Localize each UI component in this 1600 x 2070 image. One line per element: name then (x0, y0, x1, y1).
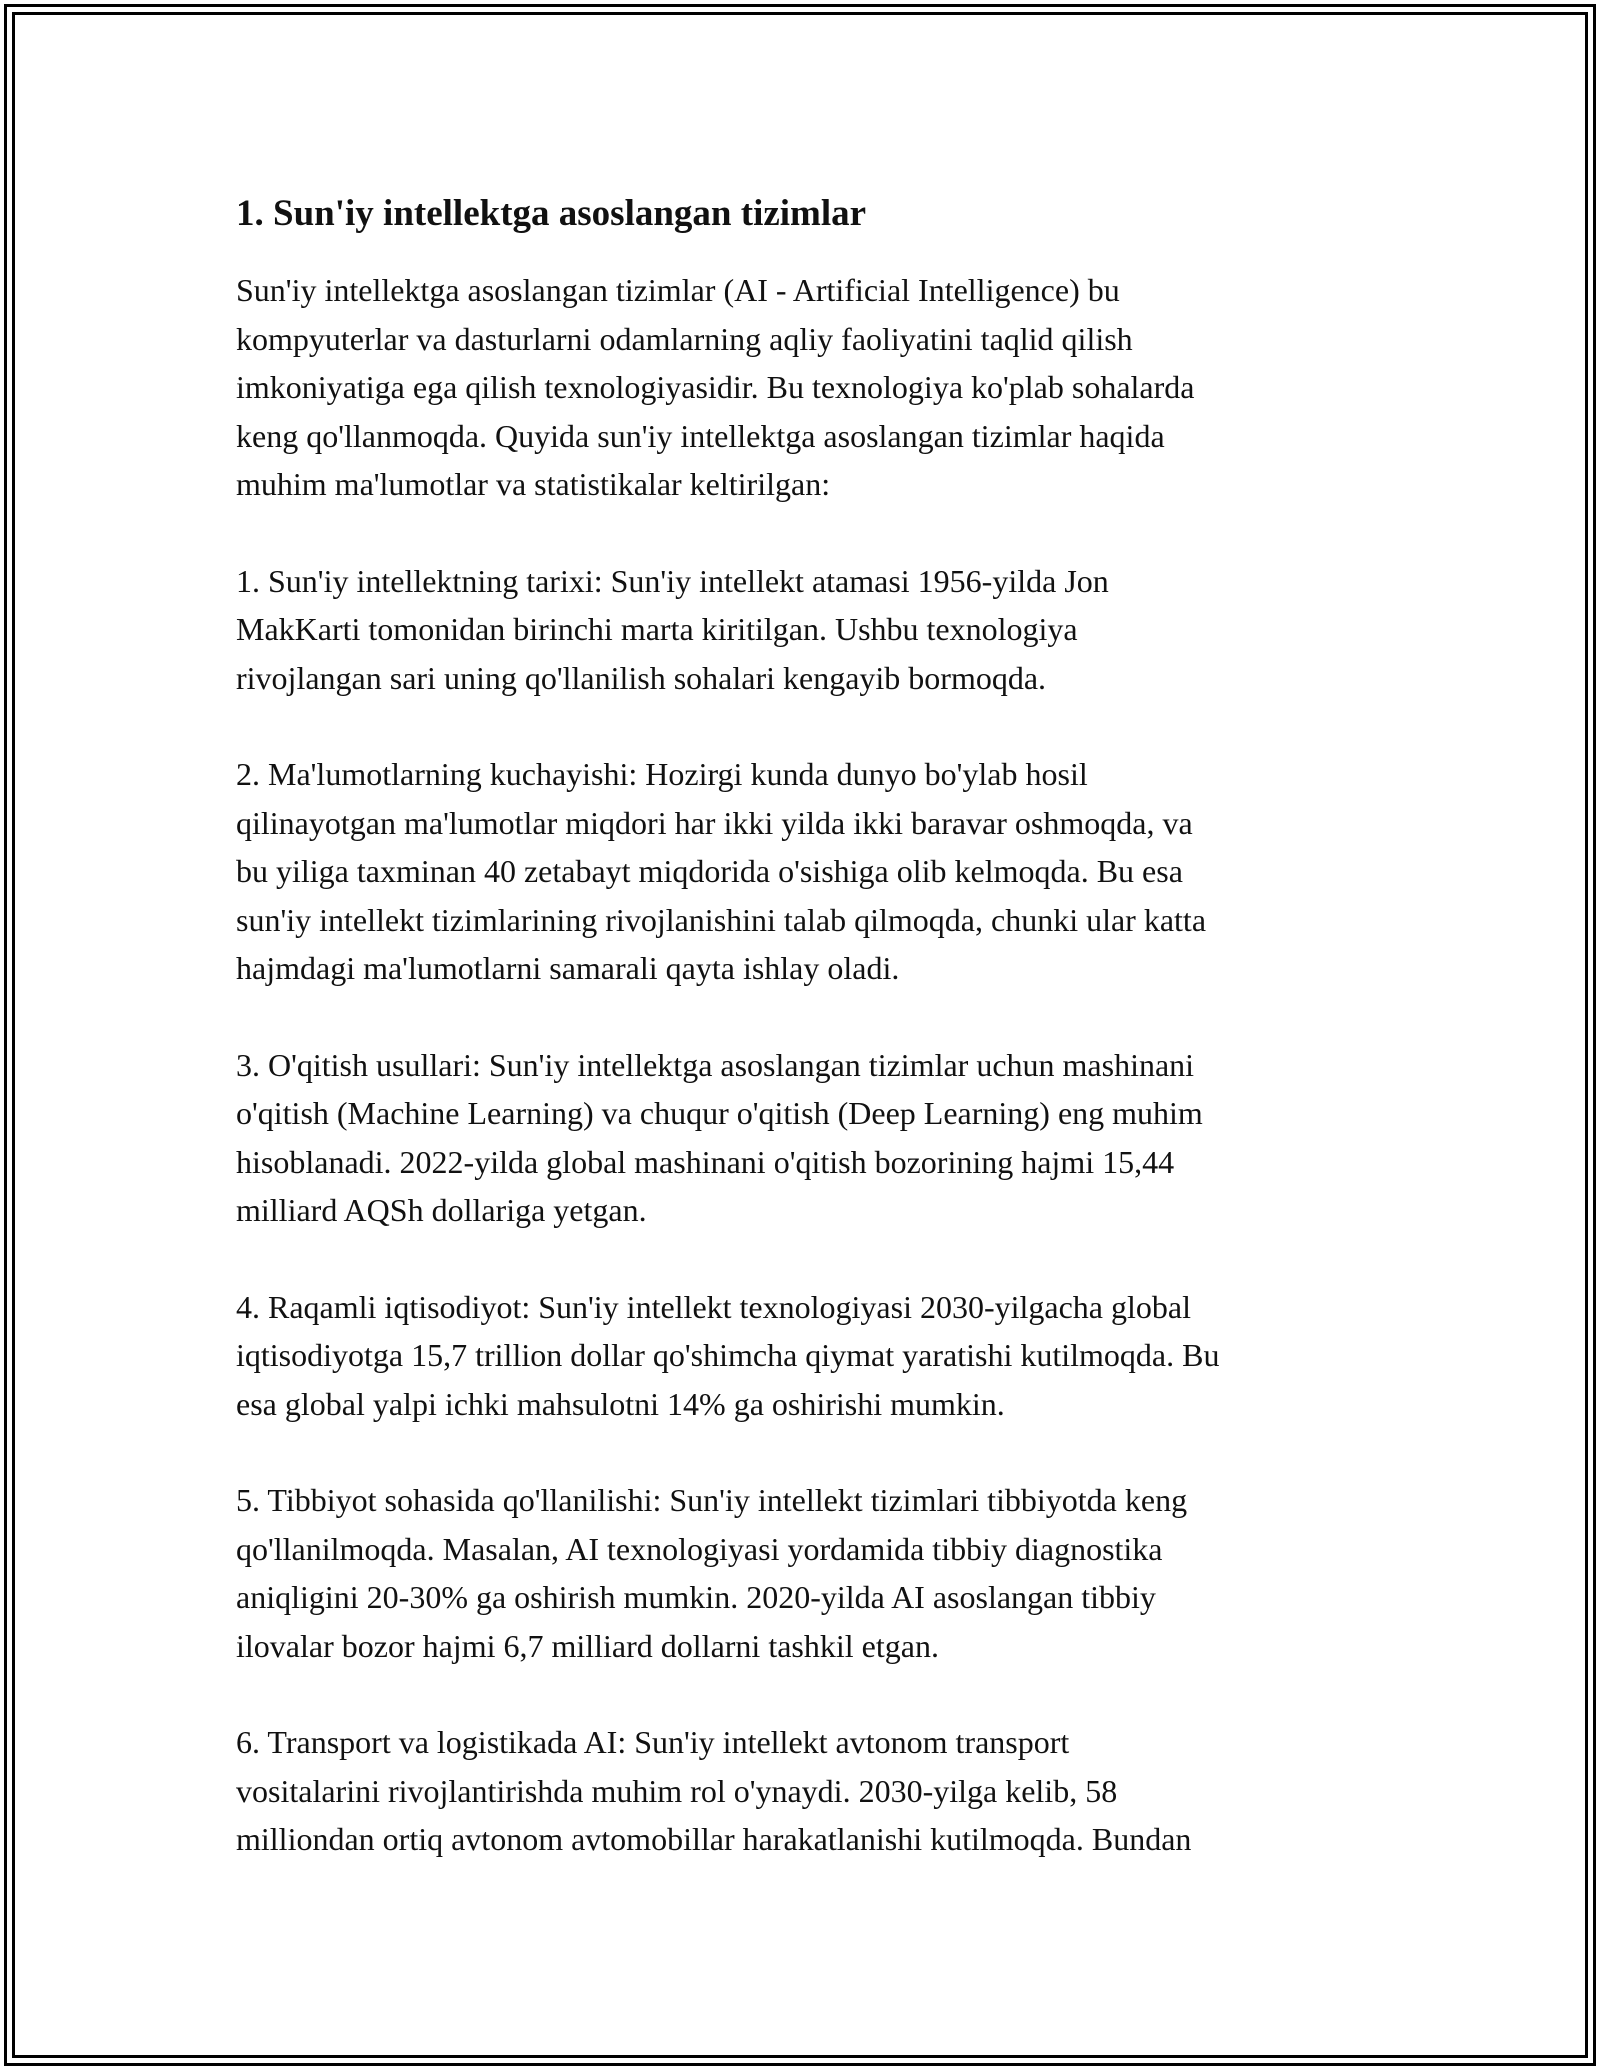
text-line: MakKarti tomonidan birinchi marta kiritilgan. Ushbu texnologiya (236, 611, 1078, 647)
paragraph-history (236, 557, 1366, 703)
text-line: Sun'iy intellektga asoslangan tizimlar (AI - Artificial Intelligence) bu (236, 272, 1120, 308)
paragraph-learning-methods (236, 1041, 1366, 1235)
text-line: aniqligini 20-30% ga oshirish mumkin. 2020-yilda AI asoslangan tibbiy (236, 1579, 1156, 1615)
text-line: qilinayotgan ma'lumotlar miqdori har ikki yilda ikki baravar oshmoqda, va (236, 804, 1193, 841)
intro-paragraph (236, 266, 1366, 509)
paragraph-data-growth (236, 750, 1366, 993)
paragraph-medicine (236, 1476, 1366, 1670)
text-line: muhim ma'lumotlar va statistikalar keltirilgan: (236, 466, 831, 502)
text-line: hisoblanadi. 2022-yilda global mashinani o'qitish bozorining hajmi 15,44 (236, 1143, 1175, 1180)
text-line: iqtisodiyotga 15,7 trillion dollar qo'shimcha qiymat yaratishi kutilmoqda. Bu (236, 1337, 1220, 1373)
text-line: 5. Tibbiyot sohasida qo'llanilishi: Sun'iy intellekt tizimlari tibbiyotda keng (236, 1482, 1188, 1518)
paragraph-transport (236, 1718, 1366, 1864)
text-line: 6. Transport va logistikada AI: Sun'iy intellekt avtonom transport (236, 1724, 1070, 1760)
text-line: vositalarini rivojlantirishda muhim rol o'ynaydi. 2030-yilga kelib, 58 (236, 1772, 1118, 1809)
text-line: 1. Sun'iy intellektning tarixi: Sun'iy intellekt atamasi 1956-yilda Jon (236, 562, 1109, 599)
text-line: rivojlangan sari uning qo'llanilish sohalari kengayib bormoqda. (236, 659, 1047, 696)
paragraph-digital-economy (236, 1283, 1366, 1429)
text-line: 2. Ma'lumotlarning kuchayishi: Hozirgi kunda dunyo bo'ylab hosil (236, 756, 1088, 792)
text-line: imkoniyatiga ega qilish texnologiyasidir. Bu texnologiya ko'plab sohalarda (236, 369, 1195, 405)
text-line: bu yiliga taxminan 40 zetabayt miqdorida o'sishiga olib kelmoqda. Bu esa (236, 853, 1183, 889)
text-line: 4. Raqamli iqtisodiyot: Sun'iy intellekt texnologiyasi 2030-yilgacha global (236, 1288, 1191, 1325)
text-line: sun'iy intellekt tizimlarining rivojlanishini talab qilmoqda, chunki ular katta (236, 901, 1207, 938)
document-body (236, 190, 1366, 1912)
text-line: keng qo'llanmoqda. Quyida sun'iy intellektga asoslangan tizimlar haqida (236, 417, 1165, 454)
text-line: milliard AQSh dollariga yetgan. (236, 1192, 647, 1228)
text-line: hajmdagi ma'lumotlarni samarali qayta ishlay oladi. (236, 950, 900, 986)
text-line: 3. O'qitish usullari: Sun'iy intellektga asoslangan tizimlar uchun mashinani (236, 1046, 1195, 1083)
section-title: 1. Sun'iy intellektga asoslangan tizimlar (236, 193, 867, 234)
text-line: esa global yalpi ichki mahsulotni 14% ga oshirishi mumkin. (236, 1385, 1005, 1422)
text-line: milliondan ortiq avtonom avtomobillar harakatlanishi kutilmoqda. Bundan (236, 1821, 1192, 1857)
text-line: qo'llanilmoqda. Masalan, AI texnologiyasi yordamida tibbiy diagnostika (236, 1530, 1163, 1567)
text-line: kompyuterlar va dasturlarni odamlarning aqliy faoliyatini taqlid qilish (236, 320, 1133, 357)
text-line: ilovalar bozor hajmi 6,7 milliard dollarni tashkil etgan. (236, 1627, 939, 1664)
text-line: o'qitish (Machine Learning) va chuqur o'qitish (Deep Learning) eng muhim (236, 1095, 1203, 1131)
